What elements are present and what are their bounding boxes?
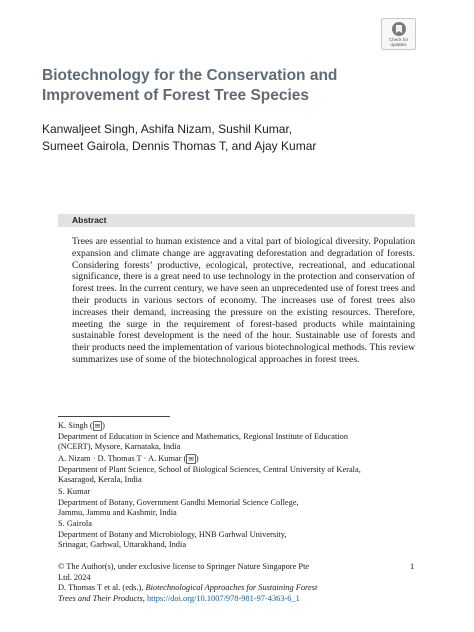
affiliation-names: A. Nizam · D. Thomas T · A. Kumar [58, 454, 182, 463]
affiliation-line: (NCERT), Mysore, Karnataka, India [58, 442, 181, 451]
book-title-part-1: Biotechnological Approaches for Sustaining Forest [145, 583, 318, 592]
copyright-footer: © The Author(s), under exclusive license to Springer Nature Singapore Pte Ltd. 2024 D. Thomas T et al. (eds.), Biotechnological Approaches for Sustaining Forest Trees and Their Products, https://doi.org/10.1007/978-981-97-4363-6_1 [58, 562, 358, 604]
affiliation-line: Department of Plant Science, School of Biological Sciences, Central University of Kerala, [58, 464, 361, 474]
abstract-heading-bar [58, 214, 415, 227]
author-line-1: Kanwaljeet Singh, Ashifa Nizam, Sushil Kumar, [42, 122, 293, 136]
author-list [42, 121, 422, 155]
author-line-2: Sumeet Gairola, Dennis Thomas T, and Ajay Kumar [42, 139, 317, 153]
affiliation-line: Department of Botany, Government Gandhi Memorial Science College, [58, 497, 299, 507]
chapter-title: Biotechnology for the Conservation and Improvement of Forest Tree Species [42, 67, 338, 104]
affiliation-line: Srinagar, Garhwal, Uttarakhand, India [58, 540, 187, 549]
copyright-line-1: © The Author(s), under exclusive license to Springer Nature Singapore Pte [58, 562, 310, 571]
affiliation-line: Department of Education in Science and Mathematics, Regional Institute of Education [58, 431, 349, 441]
email-icon[interactable]: ✉ [188, 455, 194, 463]
abstract-label: Abstract [72, 215, 107, 225]
check-for-updates-text: Check for updates [388, 37, 409, 47]
abstract-text: Trees are essential to human existence and a vital part of biological diversity. Population expansion and climate change are aggravating deforestation and degradation of forests. Considering forests’ productive, ecological, protective, recreational, and educational significance, there is a great need to use technology in the protection and conservation of forest trees. In the current century, we have seen an unprecedented use of forest trees and their products in various sectors of economy. The increases use of forest trees also increases their demand, increasing the pressure on the existing resources. Therefore, meeting the surge in the requirement of forest-based products while maintaining sustainable forest development is the need of the hour. Sustainable use of forests and their products need the implementation of various biotechnological methods. This review summarizes use of some of the biotechnological approaches in forest trees. [72, 236, 415, 365]
citation-prefix: D. Thomas T et al. (eds.), [58, 583, 146, 592]
affiliation-4 [58, 519, 418, 551]
affiliation-line: Kasaragod, Kerala, India [58, 475, 142, 484]
affiliation-names: S. Kumar [58, 487, 91, 496]
page-number: 1 [410, 562, 415, 571]
affiliation-3 [58, 487, 418, 519]
affiliation-1: K. Singh ( ✉ ) Department of Education in Science and Mathematics, Regional Institute of Education (NCERT), Mysore, Karnataka, India [58, 421, 418, 453]
doi-link[interactable]: https://doi.org/10.1007/978-981-97-4363-6_1 [146, 593, 300, 603]
affiliation-names: S. Gairola [58, 519, 92, 528]
affiliation-2: A. Nizam · D. Thomas T · A. Kumar ( ✉ ) Department of Plant Science, School of Biological Sciences, Central University of Kerala, Kasaragod, Kerala, India [58, 454, 418, 486]
email-icon[interactable]: ✉ [94, 422, 101, 430]
affiliation-line: Department of Botany and Microbiology, HNB Garhwal University, [58, 529, 287, 539]
affiliation-names: K. Singh [58, 421, 88, 430]
check-for-updates-badge[interactable] [381, 18, 416, 50]
footnote-divider [58, 416, 170, 417]
copyright-line-2: Ltd. 2024 [58, 572, 91, 582]
affiliation-line: Jammu, Jammu and Kashmir, India [58, 508, 177, 517]
check-for-updates-icon [391, 21, 407, 37]
book-title-part-2: Trees and Their Products [58, 593, 143, 603]
